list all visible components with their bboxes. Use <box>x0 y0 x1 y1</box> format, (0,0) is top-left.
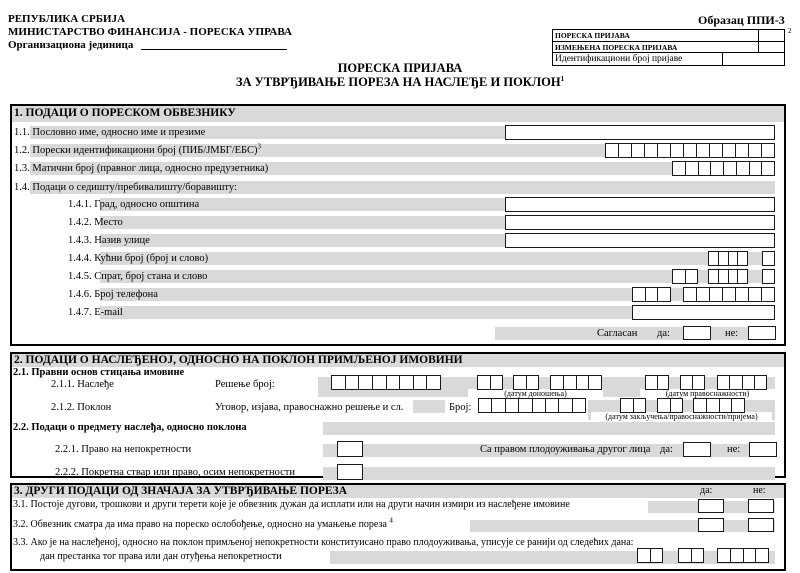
republic-line: РЕПУБЛИКА СРБИЈА <box>8 13 126 25</box>
amended-return-row <box>553 41 784 52</box>
debts-yes-box[interactable] <box>698 499 724 513</box>
comb-cell[interactable] <box>763 252 774 265</box>
date-final-year-comb[interactable] <box>717 375 767 390</box>
comb-cell[interactable] <box>558 399 571 412</box>
footnote-1-marker: 1 <box>560 74 565 83</box>
street-input[interactable] <box>505 233 775 248</box>
date-concluded-month-comb[interactable] <box>657 398 683 413</box>
comb-cell[interactable] <box>650 549 663 562</box>
comb-cell[interactable] <box>345 376 359 389</box>
return-type-table <box>552 29 785 66</box>
comb-cell[interactable] <box>572 399 585 412</box>
comb-cell[interactable] <box>413 376 427 389</box>
comb-cell[interactable] <box>749 162 762 175</box>
comb-cell[interactable] <box>754 376 766 389</box>
house-letter-cell[interactable] <box>762 251 775 266</box>
comb-cell[interactable] <box>763 270 774 283</box>
phone-label: 1.4.6. Број телефона <box>68 289 158 300</box>
phone-prefix-comb[interactable] <box>632 287 671 302</box>
gray-band <box>323 467 775 480</box>
comb-cell[interactable] <box>358 376 372 389</box>
pib-label: 1.2. Порески идентификациони број (ПИБ/ЈМБГ/ЕБС)$^3$ <box>14 142 262 156</box>
section3-heading: 3. ДРУГИ ПОДАЦИ ОД ЗНАЧАЈА ЗА УТВРЂИВАЊЕ ПОРЕЗА <box>14 485 348 497</box>
comb-cell[interactable] <box>729 376 741 389</box>
comb-cell[interactable] <box>718 549 730 562</box>
comb-cell[interactable] <box>618 144 631 157</box>
comb-cell[interactable] <box>728 270 738 283</box>
residence-label: 1.4. Подаци о седишту/пребивалишту/боравишту: <box>14 182 237 193</box>
gift-label: 2.1.2. Поклон <box>51 402 112 413</box>
section2-heading: 2. ПОДАЦИ О НАСЛЕЂЕНОЈ, ОДНОСНО НА ПОКЛОН ПРИМЉЕНОЈ ИМОВИНИ <box>14 354 463 366</box>
footnote-3-marker: 3 <box>257 142 262 151</box>
business-name-label: 1.1. Пословно име, односно име и презиме <box>14 127 206 138</box>
comb-cell[interactable] <box>742 376 754 389</box>
comb-cell[interactable] <box>681 376 692 389</box>
exemption-label: 3.2. Обвезник сматра да има право на пореско ослобођење, односно на умањење пореза $^4$ <box>13 516 393 530</box>
comb-cell[interactable] <box>694 399 706 412</box>
amended-return-checkbox[interactable] <box>758 42 784 52</box>
comb-cell[interactable] <box>606 144 618 157</box>
comb-cell[interactable] <box>718 270 728 283</box>
house-number-comb[interactable] <box>708 251 748 266</box>
comb-cell[interactable] <box>743 549 756 562</box>
usufruct-date-year-comb[interactable] <box>717 548 769 563</box>
comb-cell[interactable] <box>426 376 440 389</box>
comb-cell[interactable] <box>645 288 658 301</box>
comb-cell[interactable] <box>633 399 646 412</box>
comb-cell[interactable] <box>478 376 490 389</box>
comb-cell[interactable] <box>545 399 558 412</box>
comb-cell[interactable] <box>735 288 748 301</box>
comb-cell[interactable] <box>710 162 723 175</box>
comb-cell[interactable] <box>670 399 683 412</box>
usufruct-yes-label: да: <box>660 444 673 455</box>
comb-cell[interactable] <box>621 399 633 412</box>
place-input[interactable] <box>505 215 775 230</box>
comb-cell[interactable] <box>638 549 650 562</box>
comb-cell[interactable] <box>532 399 545 412</box>
movable-label: 2.2.2. Покретна ствар или право, осим непокретности <box>55 467 296 478</box>
movable-checkbox[interactable] <box>337 464 363 480</box>
subject-heading: 2.2. Подаци о предмету наслеђа, односно поклона <box>13 422 247 433</box>
org-unit-label: Организациона јединица <box>8 39 134 51</box>
comb-cell[interactable] <box>722 144 735 157</box>
exemption-yes-box[interactable] <box>698 518 724 532</box>
flat-number-comb[interactable] <box>708 269 748 284</box>
comb-cell[interactable] <box>633 288 645 301</box>
gray-band <box>330 551 775 564</box>
usufruct-date-month-comb[interactable] <box>678 548 704 563</box>
comb-cell[interactable] <box>514 376 526 389</box>
comb-cell[interactable] <box>736 162 749 175</box>
comb-cell[interactable] <box>709 288 722 301</box>
debts-label: 3.1. Постоје дугови, трошкови и други терети које је обвезник дужан да исплати или на други начин измири из наслеђене имовине <box>13 499 570 510</box>
legal-basis-heading: 2.1. Правни основ стицања имовине <box>13 367 185 378</box>
phone-number-comb[interactable] <box>683 287 775 302</box>
org-unit-blank-line[interactable] <box>141 36 287 50</box>
comb-cell[interactable] <box>673 162 685 175</box>
agree-no-label: не: <box>725 328 739 339</box>
comb-cell[interactable] <box>761 144 774 157</box>
agree-yes-label: да: <box>657 328 670 339</box>
usufruct-date-day-comb[interactable] <box>637 548 663 563</box>
comb-cell[interactable] <box>718 252 728 265</box>
comb-cell[interactable] <box>657 144 670 157</box>
comb-cell[interactable] <box>563 376 576 389</box>
comb-cell[interactable] <box>526 376 539 389</box>
realestate-right-label: 2.2.1. Право на непокретности <box>55 444 192 455</box>
comb-cell[interactable] <box>692 376 704 389</box>
date-final-caption: (датум правоснажности) <box>665 389 750 398</box>
comb-cell[interactable] <box>479 399 491 412</box>
comb-cell[interactable] <box>737 270 747 283</box>
gray-band <box>470 520 775 532</box>
broj-label: Број: <box>449 402 472 413</box>
comb-cell[interactable] <box>505 399 518 412</box>
comb-cell[interactable] <box>696 288 709 301</box>
comb-cell[interactable] <box>683 144 696 157</box>
comb-cell[interactable] <box>332 376 345 389</box>
comb-cell[interactable] <box>761 288 774 301</box>
tax-return-row <box>553 30 784 41</box>
comb-cell[interactable] <box>658 399 670 412</box>
usufruct-no-label: не: <box>727 444 741 455</box>
date-issued-month-comb[interactable] <box>513 375 539 390</box>
comb-cell[interactable] <box>737 252 747 265</box>
flat-letter-cell[interactable] <box>762 269 775 284</box>
comb-cell[interactable] <box>723 162 736 175</box>
comb-cell[interactable] <box>679 549 691 562</box>
comb-cell[interactable] <box>551 376 563 389</box>
comb-cell[interactable] <box>696 144 709 157</box>
comb-cell[interactable] <box>730 549 743 562</box>
resenje-broj-comb[interactable] <box>331 375 441 390</box>
comb-cell[interactable] <box>698 162 711 175</box>
comb-cell[interactable] <box>709 144 722 157</box>
comb-cell[interactable] <box>386 376 400 389</box>
comb-cell[interactable] <box>657 376 669 389</box>
comb-cell[interactable] <box>691 549 704 562</box>
date-concluded-day-comb[interactable] <box>620 398 646 413</box>
comb-cell[interactable] <box>731 399 744 412</box>
date-issued-day-comb[interactable] <box>477 375 503 390</box>
email-input[interactable] <box>632 305 775 320</box>
gray-band <box>100 288 775 301</box>
date-final-month-comb[interactable] <box>680 375 705 390</box>
comb-cell[interactable] <box>670 144 683 157</box>
section3-no-label: не: <box>753 485 766 496</box>
form-title-line1: ПОРЕСКА ПРИЈАВА <box>337 61 463 75</box>
maticni-broj-comb[interactable] <box>672 161 775 176</box>
agree-yes-box[interactable] <box>683 326 711 340</box>
date-issued-year-comb[interactable] <box>550 375 602 390</box>
comb-cell[interactable] <box>735 144 748 157</box>
comb-cell[interactable] <box>748 288 761 301</box>
form-title-line2: ЗА УТВРЂИВАЊЕ ПОРЕЗА НА НАСЛЕЂЕ И ПОКЛОН$^1$ <box>235 74 565 89</box>
footnote-4-marker: 4 <box>389 516 393 525</box>
comb-cell[interactable] <box>719 399 732 412</box>
comb-cell[interactable] <box>761 162 774 175</box>
agree-label: Сагласан <box>597 328 638 339</box>
comb-cell[interactable] <box>684 288 696 301</box>
contract-label: Уговор, изјава, правоснажно решење и сл. <box>215 402 404 413</box>
comb-cell[interactable] <box>490 376 503 389</box>
place-label: 1.4.2. Место <box>68 217 123 228</box>
usufruct-date-rule-label: 3.3. Ако је на наслеђеној, односно на поклон примљеној непокретности конституисано право плодоуживања, уписује се ранији од следећих дана: <box>13 537 634 548</box>
comb-cell[interactable] <box>685 162 698 175</box>
amended-return-label: ИЗМЕЊЕНА ПОРЕСКА ПРИЈАВА <box>555 43 678 52</box>
comb-cell[interactable] <box>709 252 718 265</box>
section1-heading: 1. ПОДАЦИ О ПОРЕСКОМ ОБВЕЗНИКУ <box>14 107 236 119</box>
comb-cell[interactable] <box>709 270 718 283</box>
agree-no-box[interactable] <box>748 326 776 340</box>
comb-cell[interactable] <box>588 376 601 389</box>
comb-cell[interactable] <box>748 144 761 157</box>
comb-cell[interactable] <box>372 376 386 389</box>
business-name-input[interactable] <box>505 125 775 140</box>
comb-cell[interactable] <box>399 376 413 389</box>
date-concluded-year-comb[interactable] <box>693 398 745 413</box>
date-concluded-caption: (датум закључења/правоснажности/пријема) <box>605 412 758 421</box>
usufruct-yes-box[interactable] <box>683 442 711 457</box>
comb-cell[interactable] <box>706 399 719 412</box>
comb-cell[interactable] <box>755 549 768 562</box>
comb-cell[interactable] <box>673 270 685 283</box>
realestate-right-checkbox[interactable] <box>337 441 363 457</box>
pib-comb[interactable] <box>605 143 775 158</box>
city-label: 1.4.1. Град, односно општина <box>68 199 200 210</box>
usufruct-label: Са правом плодоуживања другог лица <box>480 444 651 455</box>
city-input[interactable] <box>505 197 775 212</box>
section3-yes-label: да: <box>700 485 713 496</box>
comb-cell[interactable] <box>518 399 531 412</box>
comb-cell[interactable] <box>644 144 657 157</box>
ministry-line: МИНИСТАРСТВО ФИНАНСИЈА - ПОРЕСКА УПРАВА <box>8 26 292 38</box>
comb-cell[interactable] <box>646 376 657 389</box>
resenje-broj-label: Решење број: <box>215 379 275 390</box>
comb-cell[interactable] <box>718 376 729 389</box>
inheritance-label: 2.1.1. Наслеђе <box>51 379 114 390</box>
usufruct-no-box[interactable] <box>749 442 777 457</box>
gray-band <box>323 422 775 435</box>
floor-comb[interactable] <box>672 269 698 284</box>
comb-cell[interactable] <box>728 252 738 265</box>
comb-cell[interactable] <box>631 144 644 157</box>
exemption-no-box[interactable] <box>748 518 774 532</box>
comb-cell[interactable] <box>722 288 735 301</box>
house-number-label: 1.4.4. Кућни број (број и слово) <box>68 253 209 264</box>
date-issued-caption: (датум доношења) <box>504 389 567 398</box>
date-final-day-comb[interactable] <box>645 375 669 390</box>
street-label: 1.4.3. Назив улице <box>68 235 150 246</box>
usufruct-date-sub-label: дан престанка тог права или дан отуђења непокретности <box>40 551 282 562</box>
floor-flat-label: 1.4.5. Спрат, број стана и слово <box>68 271 208 282</box>
contract-number-comb[interactable] <box>478 398 586 413</box>
comb-cell[interactable] <box>491 399 504 412</box>
tax-return-label: ПОРЕСКА ПРИЈАВА <box>555 31 630 40</box>
tax-return-checkbox[interactable] <box>758 30 784 41</box>
email-label: 1.4.7. E-mail <box>68 307 123 318</box>
debts-no-box[interactable] <box>748 499 774 513</box>
comb-cell[interactable] <box>685 270 698 283</box>
footnote-2-marker: 2 <box>788 27 792 35</box>
gray-band <box>413 400 445 413</box>
maticni-broj-label: 1.3. Матични број (правног лица, односно предузетника) <box>14 163 269 174</box>
comb-cell[interactable] <box>657 288 670 301</box>
form-code: Образац ППИ-3 <box>698 13 785 27</box>
application-id-label: Идентификациони број пријаве <box>555 54 683 64</box>
comb-cell[interactable] <box>576 376 589 389</box>
